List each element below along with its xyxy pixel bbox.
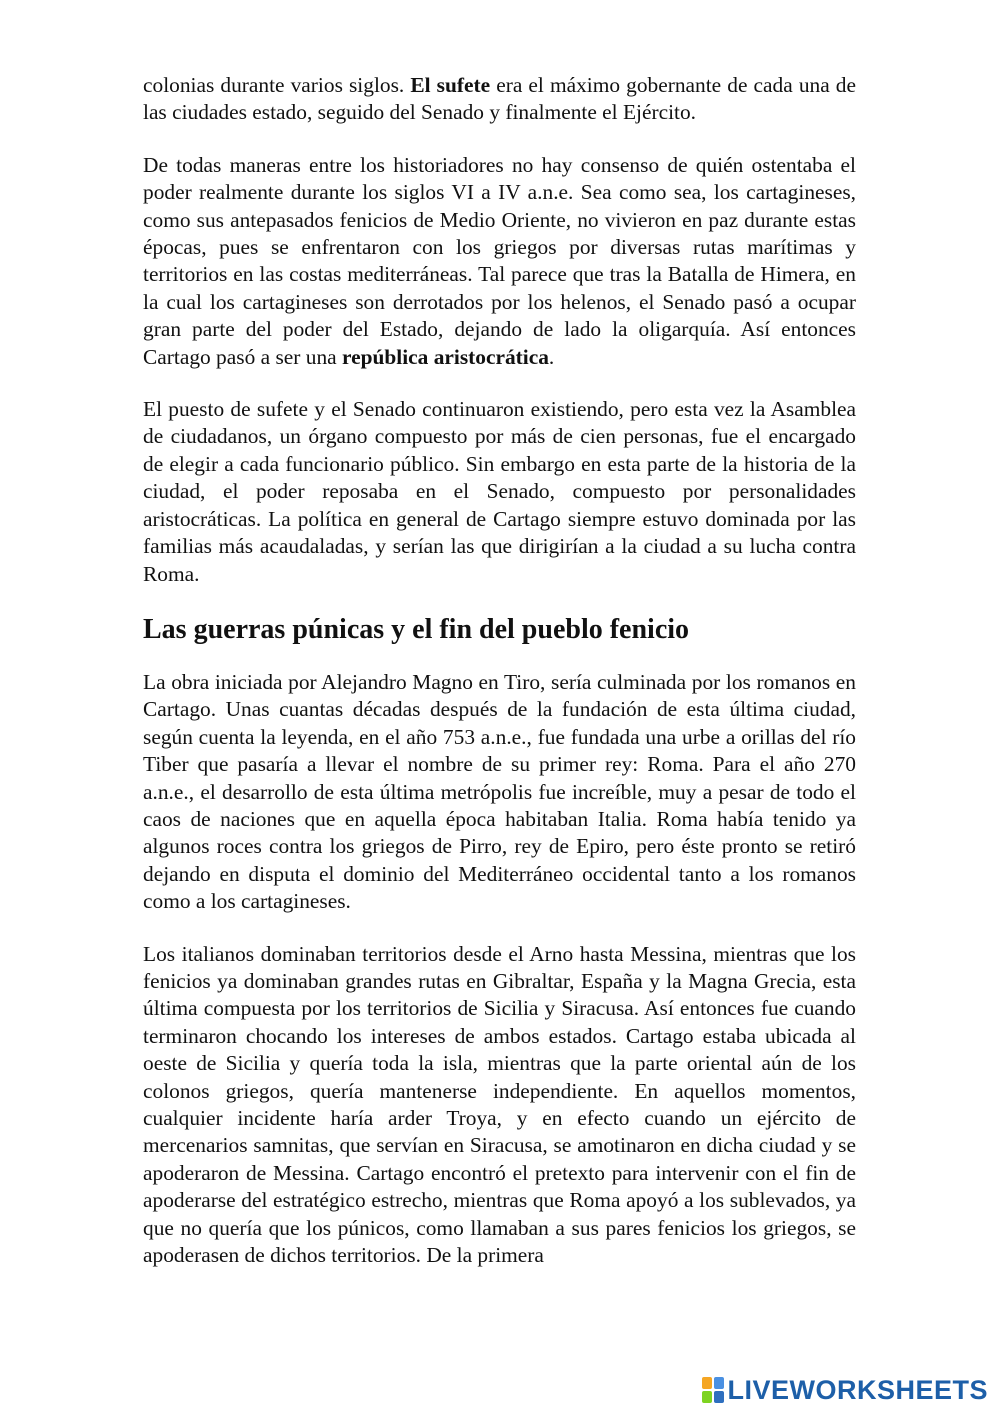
paragraph-2-text-b: . [548, 344, 555, 369]
paragraph-1-text-b: era el máximo gobernante de cada una de las ciudades estado, seguido del Senado y finalmente el Ejército. [143, 73, 856, 125]
liveworksheets-logo [702, 1373, 988, 1407]
document-page [143, 72, 856, 1294]
section-heading: Las guerras púnicas y el fin del pueblo fenicio [143, 613, 690, 645]
paragraph-3: El puesto de sufete y el Senado continuaron existiendo, pero esta vez la Asamblea de ciudadanos, un órgano compuesto por más de cien personas, fue el encargado de elegir a cada funcionario público. Sin embargo en esta parte de la historia de la ciudad, el poder reposaba en el Senado, compuesto por personalidades aristocráticas. La política en general de Cartago siempre estuvo dominada por las familias más acaudaladas, y serían las que dirigirían a la ciudad a su lucha contra Roma. [143, 397, 856, 586]
liveworksheets-logo-icon [702, 1377, 724, 1403]
paragraph-1-text-a: colonias durante varios siglos. [143, 73, 411, 97]
logo-text: LIVEWORKSHEETS [727, 1374, 988, 1405]
paragraph-1 [143, 72, 856, 127]
paragraph-5: Los italianos dominaban territorios desde el Arno hasta Messina, mientras que los fenicios ya dominaban grandes rutas en Gibraltar, España y la Magna Grecia, esta última compuesta por los territorios de Sicilia y Siracusa. Así entonces fue cuando terminaron chocando los intereses de ambos estados. Cartago estaba ubicada al oeste de Sicilia y quería toda la isla, mientras que la parte oriental aún de los colonos griegos, quería mantenerse independiente. En aquellos momentos, cualquier incidente haría arder Troya, y en efecto cuando un ejército de mercenarios samnitas, que servían en Siracusa, se amotinaron en dicha ciudad y se apoderaron de Messina. Cartago encontró el pretexto para intervenir con el fin de apoderarse del estratégico estrecho, mientras que Roma apoyó a los sublevados, ya que no quería que los púnicos, como llamaban a sus pares fenicios los griegos, se apoderasen de dichos territorios. De la primera [143, 941, 856, 1268]
paragraph-1-bold: El sufete [410, 73, 491, 97]
paragraph-2-bold: república aristocrática [341, 344, 549, 369]
paragraph-2-text-a: De todas maneras entre los historiadores no hay consenso de quién ostentaba el poder realmente durante los siglos VI a IV a.n.e. Sea como sea, los cartagineses, como sus antepasados fenicios de Medio Oriente, no vivieron en paz durante estas épocas, pues se enfrentaron con los griegos por diversas rutas marítimas y territorios en las costas mediterráneas. Tal parece que tras la Batalla de Himera, en la cual los cartagineses son derrotados por los helenos, el Senado pasó a ocupar gran parte del poder del Estado, dejando de lado la oligarquía. Así entonces Cartago pasó a ser una [143, 152, 856, 369]
paragraph-4: La obra iniciada por Alejandro Magno en Tiro, sería culminada por los romanos en Cartago. Unas cuantas décadas después de la fundación de esta última ciudad, según cuenta la leyenda, en el año 753 a.n.e., fue fundada una urbe a orillas del río Tiber que pasaría a llevar el nombre de su primer rey: Roma. Para el año 270 a.n.e., el desarrollo de esta última metrópolis fue increíble, muy a pesar de todo el caos de naciones que en aquella época habitaban Italia. Roma había tenido ya algunos roces contra los griegos de Pirro, rey de Epiro, pero éste pronto se retiró dejando en disputa el dominio del Mediterráneo occidental tanto a los romanos como a los cartagineses. [143, 669, 856, 914]
paragraph-2 [143, 152, 856, 371]
